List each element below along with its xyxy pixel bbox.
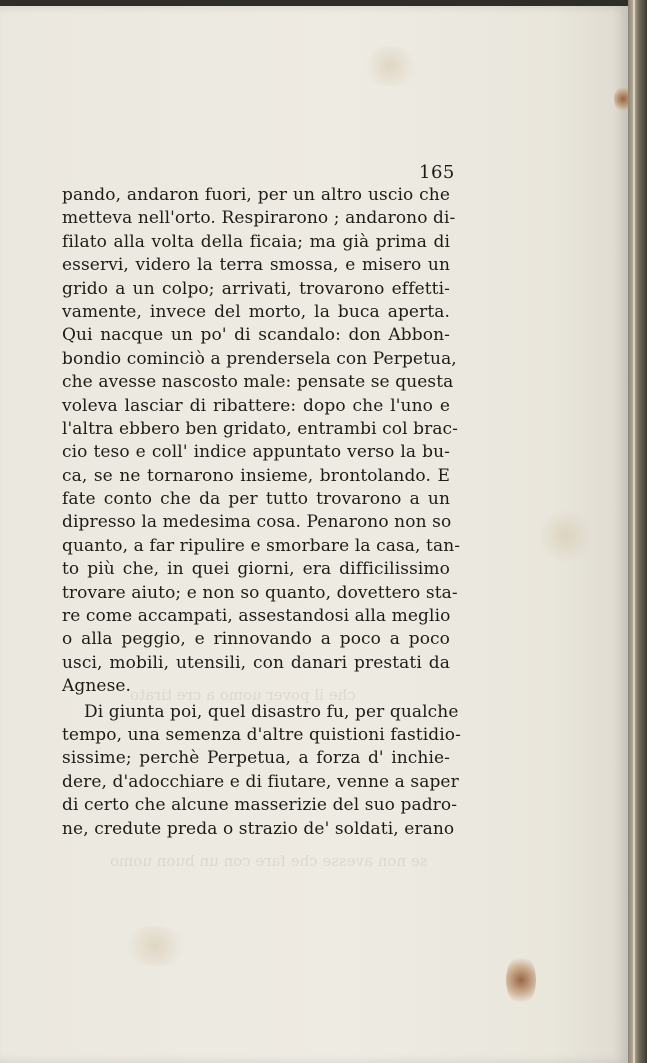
text-line: dere, d'adocchiare e di fiutare, venne a saper — [62, 771, 459, 792]
text-line: sissime; perchè Perpetua, a forza d' inchie- — [62, 748, 450, 769]
text-line: pando, andaron fuori, per un altro uscio che — [62, 185, 450, 205]
text-line: dipresso la medesima cosa. Penarono non so — [62, 512, 452, 533]
rust-stain — [506, 954, 536, 1006]
page-edge-stack — [628, 0, 647, 1063]
text-line: usci, mobili, utensili, con danari prestati da — [62, 652, 450, 673]
text-line: fate conto che da per tutto trovarono a un — [62, 489, 450, 510]
text-line: grido a un colpo; arrivati, trovarono effetti- — [62, 278, 450, 299]
text-line: vamente, invece del morto, la buca aperta. — [62, 301, 450, 322]
foxing-spot — [540, 506, 590, 566]
foxing-spot — [120, 926, 190, 966]
text-line: tempo, una semenza d'altre quistioni fastidio- — [62, 724, 461, 745]
text-line: o alla peggio, e rinnovando a poco a poco — [62, 629, 450, 650]
text-line: Di giunta poi, quel disastro fu, per qualche — [84, 701, 459, 722]
show-through-ghost-text: che il pover uomo a cre tirato — [130, 686, 356, 704]
text-line: esservi, videro la terra smossa, e misero un — [62, 255, 450, 276]
text-line: che avesse nascosto male: pensate se questa — [62, 372, 454, 393]
show-through-ghost-text: se non avesse che fare con un buon uomo — [110, 852, 428, 870]
text-line: quanto, a far ripulire e smorbare la casa, tan- — [62, 535, 461, 556]
text-line: re come accampati, assestandosi alla meglio — [62, 606, 451, 627]
text-line: to più che, in quei giorni, era difficilissimo — [62, 559, 450, 580]
text-line: Agnese. — [62, 676, 132, 697]
paragraph — [62, 701, 461, 841]
text-line: bondio cominciò a prendersela con Perpetua, — [62, 348, 457, 369]
paragraph — [62, 184, 461, 699]
text-line: trovare aiuto; e non so quanto, dovettero sta- — [62, 582, 458, 603]
text-line: metteva nell'orto. Respirarono ; andarono di- — [62, 208, 456, 229]
paper-sheet — [0, 6, 628, 1063]
text-line: l'altra ebbero ben gridato, entrambi col brac- — [62, 418, 459, 439]
text-line: Qui nacque un po' di scandalo: don Abbon- — [62, 325, 450, 346]
text-line: ne, credute preda o strazio de' soldati, erano — [62, 818, 455, 839]
text-line: filato alla volta della ficaia; ma già prima di — [62, 231, 450, 252]
page-number: 165 — [419, 162, 455, 183]
foxing-spot — [360, 46, 420, 86]
text-line: ca, se ne tornarono insieme, brontolando. E — [62, 465, 450, 486]
text-line: cio teso e coll' indice appuntato verso la bu- — [62, 442, 450, 463]
text-line: voleva lasciar di ribattere: dopo che l'uno e — [62, 395, 450, 416]
page-edge-highlight — [633, 0, 635, 1063]
text-line: di certo che alcune masserizie del suo padro- — [62, 795, 458, 816]
body-text — [62, 184, 461, 841]
